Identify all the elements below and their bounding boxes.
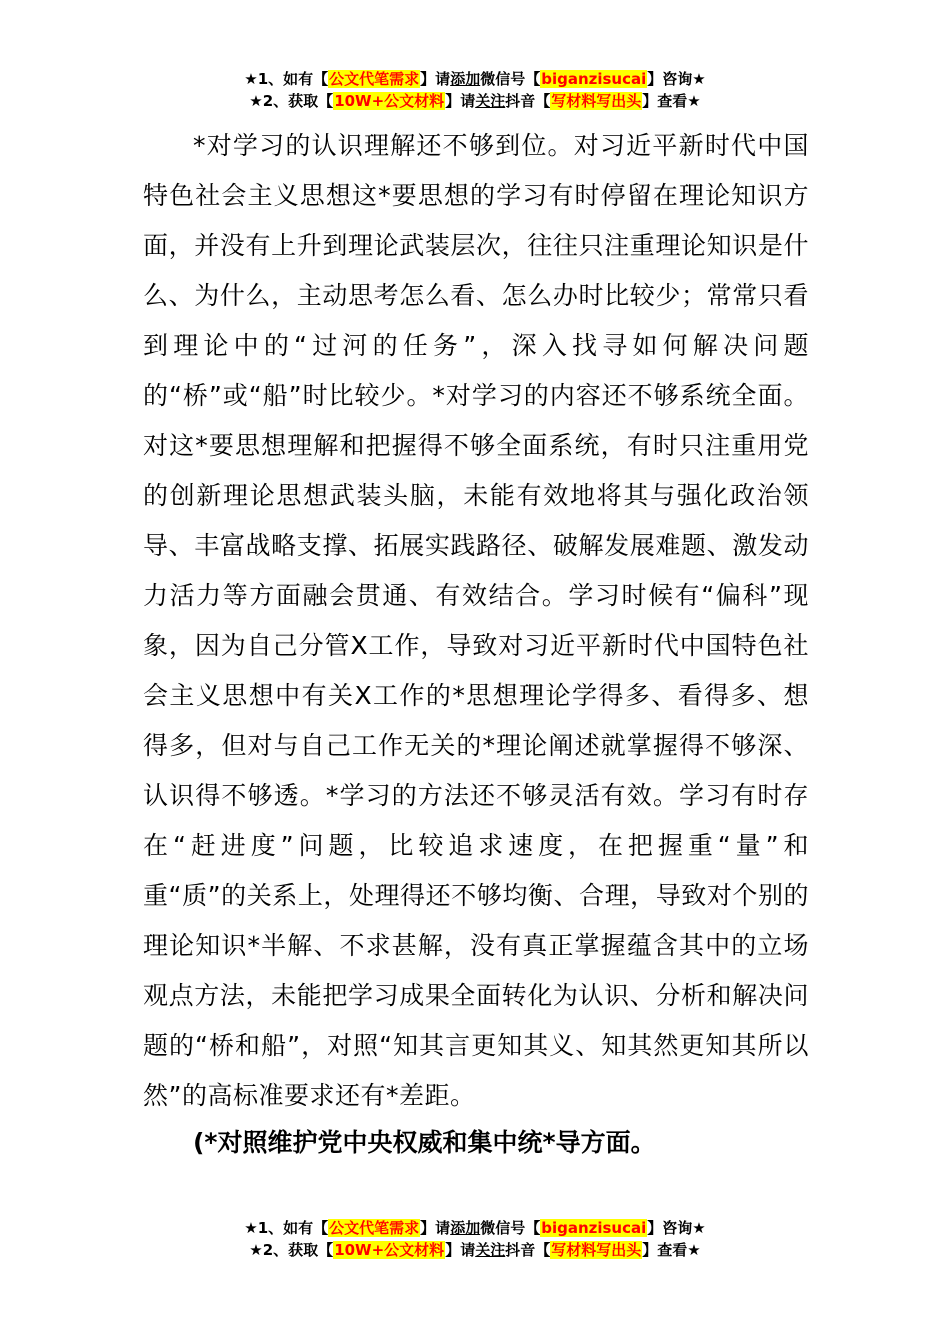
header-line-1 bbox=[0, 68, 950, 90]
header-line-2-highlight-douyin: 写材料写出头 bbox=[551, 92, 642, 110]
header-line-2-mid2: 抖音【 bbox=[505, 92, 551, 110]
header-line-2 bbox=[0, 90, 950, 112]
footer-line-2-underlined: 关注 bbox=[475, 1241, 506, 1259]
footer-line-2-mid: 】请 bbox=[445, 1241, 476, 1259]
header-line-2-suffix: 】查看★ bbox=[642, 92, 701, 110]
footer-line-1-highlight-service: 公文代笔需求 bbox=[329, 1219, 420, 1237]
header-line-1-highlight-service: 公文代笔需求 bbox=[329, 70, 420, 88]
footer-line-1 bbox=[0, 1217, 950, 1239]
footer-line-1-mid2: 微信号【 bbox=[480, 1219, 541, 1237]
header-line-1-mid2: 微信号【 bbox=[480, 70, 541, 88]
section-subheading: (*对照维护党中央权威和集中统*导方面。 bbox=[193, 1128, 656, 1157]
header-line-1-highlight-wechat: biganzisucai bbox=[541, 70, 647, 88]
footer-line-2-mid2: 抖音【 bbox=[505, 1241, 551, 1259]
body-paragraph: *对学习的认识理解还不够到位。对习近平新时代中国特色社会主义思想这*要思想的学习有时停留在理论知识方面，并没有上升到理论武装层次，往往只注重理论知识是什么、为什么，主动思考怎么看、怎么办时比较少；常常只看到理论中的“过河的任务”，深入找寻如何解决问题的“桥”或“船”时比较少。*对学习的内容还不够系统全面。对这*要思想理解和把握得不够全面系统，有时只注重用党的创新理论思想武装头脑，未能有效地将其与强化政治领导、丰富战略支撑、拓展实践路径、破解发展难题、激发动力活力等方面融会贯通、有效结合。学习时候有“偏科”现象，因为自己分管X工作，导致对习近平新时代中国特色社会主义思想中有关X工作的*思想理论学得多、看得多、想得多，但对与自己工作无关的*理论阐述就掌握得不够深、认识得不够透。*学习的方法还不够灵活有效。学习有时存在“赶进度”问题，比较追求速度，在把握重“量”和重“质”的关系上，处理得还不够均衡、合理，导致对个别的理论知识*半解、不求甚解，没有真正掌握蕴含其中的立场观点方法，未能把学习成果全面转化为认识、分析和解决问题的“桥和船”，对照“知其言更知其义、知其然更知其所以然”的高标准要求还有*差距。 bbox=[143, 131, 809, 1110]
footer-line-2-highlight-douyin: 写材料写出头 bbox=[551, 1241, 642, 1259]
header-line-2-prefix: ★2、获取【 bbox=[249, 92, 334, 110]
footer-line-2-suffix: 】查看★ bbox=[642, 1241, 701, 1259]
header-line-1-suffix: 】咨询★ bbox=[647, 70, 706, 88]
footer-line-2-prefix: ★2、获取【 bbox=[249, 1241, 334, 1259]
header-line-1-mid: 】请 bbox=[420, 70, 451, 88]
header-banner bbox=[0, 68, 950, 112]
footer-line-1-underlined: 添加 bbox=[450, 1219, 481, 1237]
header-line-2-highlight-materials: 10W+公文材料 bbox=[334, 92, 445, 110]
footer-line-1-highlight-wechat: biganzisucai bbox=[541, 1219, 647, 1237]
header-line-1-underlined: 添加 bbox=[450, 70, 481, 88]
footer-line-1-suffix: 】咨询★ bbox=[647, 1219, 706, 1237]
header-line-2-mid: 】请 bbox=[445, 92, 476, 110]
header-line-2-underlined: 关注 bbox=[475, 92, 506, 110]
footer-line-1-mid: 】请 bbox=[420, 1219, 451, 1237]
footer-line-1-prefix: ★1、如有【 bbox=[244, 1219, 329, 1237]
footer-line-2 bbox=[0, 1239, 950, 1261]
footer-banner bbox=[0, 1217, 950, 1261]
header-line-1-prefix: ★1、如有【 bbox=[244, 70, 329, 88]
footer-line-2-highlight-materials: 10W+公文材料 bbox=[334, 1241, 445, 1259]
